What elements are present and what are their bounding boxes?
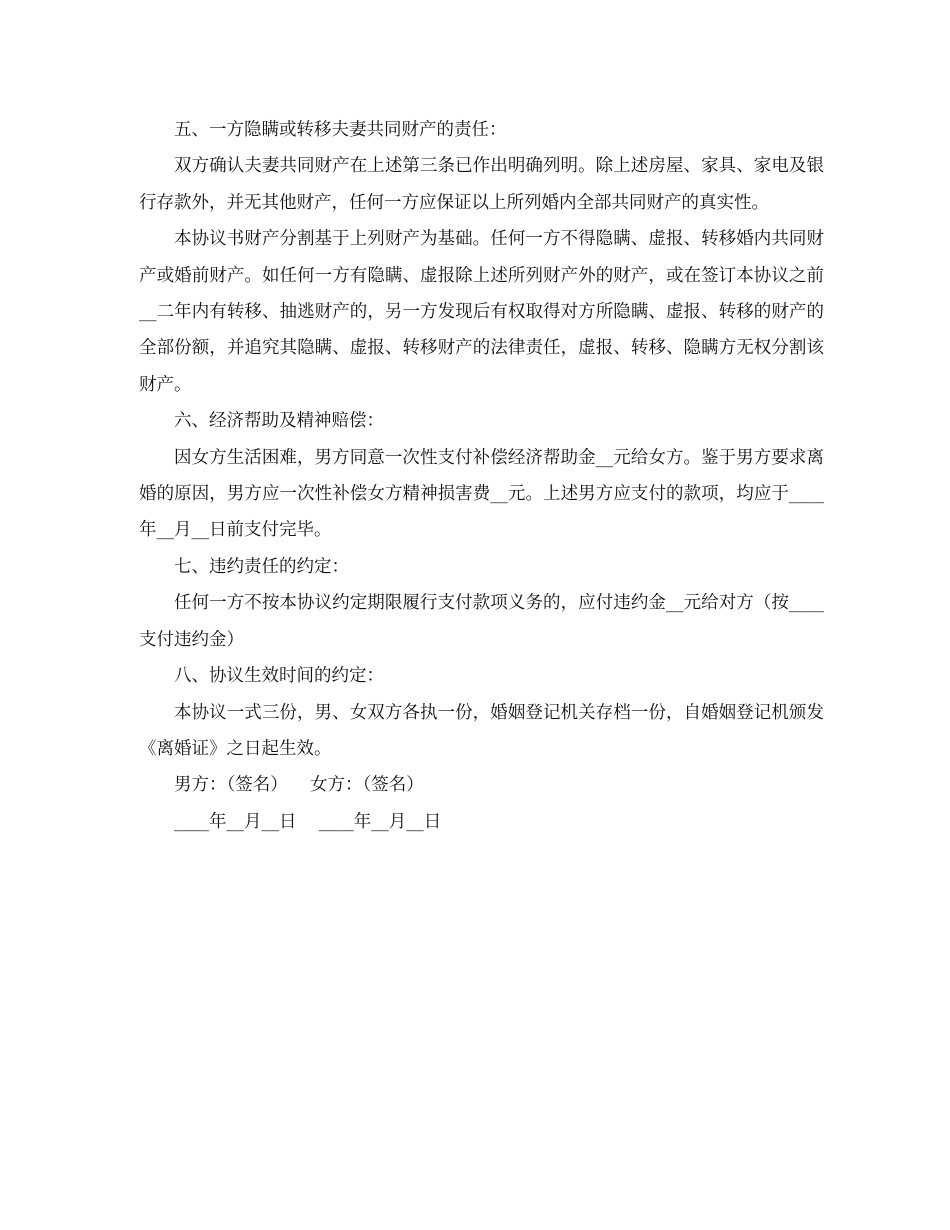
signature-line: 男方：（签名） 女方：（签名） — [174, 775, 424, 796]
section-seven-heading: 七、违约责任的约定： — [174, 556, 349, 577]
section-eight-heading: 八、协议生效时间的约定： — [174, 666, 384, 687]
section-five-paragraph-1: 双方确认夫妻共同财产在上述第三条已作出明确列明。除上述房屋、家具、家电及银行存款外，并无其他财产，任何一方应保证以上所列婚内全部共同财产的真实性。 — [139, 156, 824, 213]
section-five-heading: 五、一方隐瞒或转移夫妻共同财产的责任： — [174, 120, 507, 140]
section-seven-paragraph: 任何一方不按本协议约定期限履行支付款项义务的，应付违约金__元给对方（按____支付违约金） — [139, 593, 824, 650]
section-six-paragraph: 因女方生活困难，男方同意一次性支付补偿经济帮助金__元给女方。鉴于男方要求离婚的原因，男方应一次性补偿女方精神损害费__元。上述男方应支付的款项，均应于____年__月__日前支付完毕。 — [139, 447, 824, 541]
agreement-body — [139, 112, 824, 840]
section-five-paragraph-2: 本协议书财产分割基于上列财产为基础。任何一方不得隐瞒、虚报、转移婚内共同财产或婚前财产。如任何一方有隐瞒、虚报除上述所列财产外的财产，或在签订本协议之前__二年内有转移、抽逃财产的，另一方发现后有权取得对方所隐瞒、虚报、转移的财产的全部份额，并追究其隐瞒、虚报、转移财产的法律责任，虚报、转移、隐瞒方无权分割该财产。 — [139, 229, 824, 395]
date-line: ____年__月__日 ____年__月__日 — [174, 811, 442, 832]
section-six-heading: 六、经济帮助及精神赔偿： — [174, 411, 384, 432]
section-eight-paragraph: 本协议一式三份，男、女双方各执一份，婚姻登记机关存档一份，自婚姻登记机颁发《离婚证》之日起生效。 — [139, 702, 824, 759]
